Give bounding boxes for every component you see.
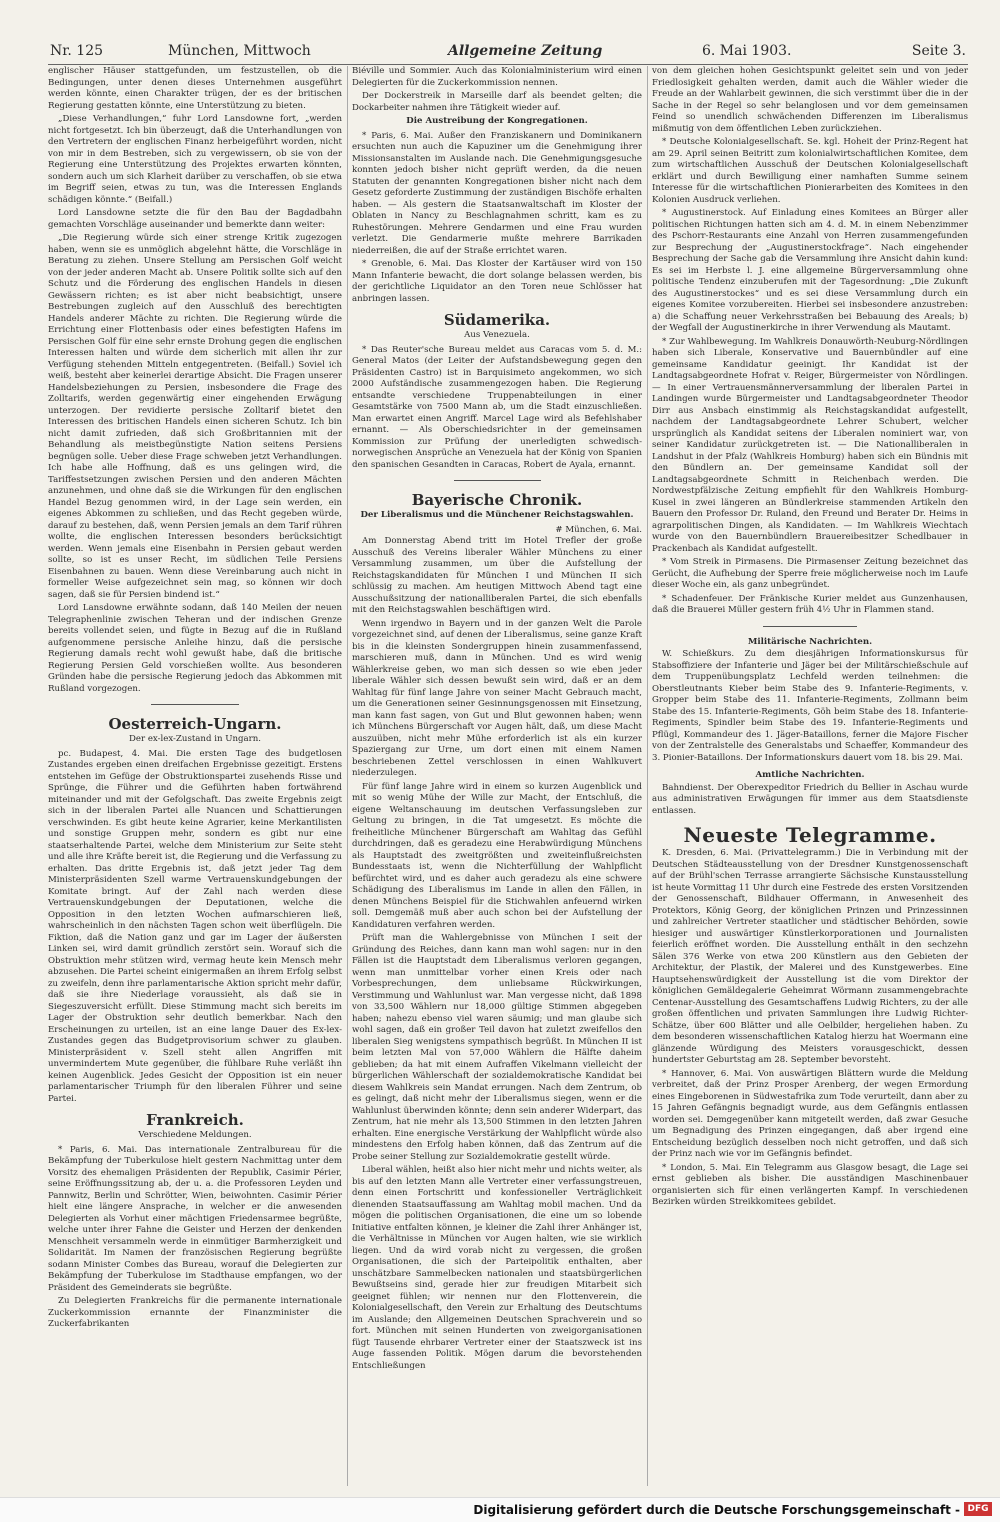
article-paragraph: „Die Regierung würde sich einer strenge Kritik zugezogen haben, wenn sie es unmöglich abgelehnt hätte, die Vorschläge in Beratung zu ziehen. Unsere Stellung am Persischen Golf weicht von der jeder anderen Macht ab. Unsere Politik sollte sich auf den Schutz und die Förderung des englischen Handels in diesen Gewässern richten; es ist aber nicht beabsichtigt, unsere Bestrebungen zugleich auf den Ausschluß des berechtigten Handels anderer Mächte zu richten. Die Regierung würde die Errichtung einer Flottenbasis oder eines befestigten Hafens im Persischen Golf für eine sehr ernste Drohung gegen die englischen Interessen halten und würde dem sicherlich mit allen ihr zur Verfügung stehenden Mitteln entgegentreten. (Beifall.) Soviel ich weiß, besteht aber keinerlei derartige Absicht. Die Fragen unserer Handelsbeziehungen zu Persien, insbesondere die Frage des Zolltarifs, werden gegenwärtig einer eingehenden Erwägung unterzogen. Der revidierte persische Zolltarif bietet den Interessen des britischen Handels einen sicheren Schutz. Ich bin nicht damit zufrieden, daß sich Großbritannien mit der Behandlung als meistbegünstigte Nation seitens Persiens begnügen solle. Ueber diese Frage schweben jetzt Verhandlungen. Ich habe alle Hoffnung, daß es uns gelingen wird, die Tariffestsetzungen zwischen Persien und den anderen Mächten anzunehmen, und ohne daß sie die Wirkungen für den englischen Handel Bezug genommen wird, in der Lage sein werden, ein eigenes Abkommen zu schließen, und das Recht gegeben würde, darauf zu bestehen, daß, wenn Persien jemals an dem Tarif rühren wollte, die englischen Interessen besonders berücksichtigt werden. Wenn jemals eine Eisenbahn in Persien gebaut werden sollte, so ist es unser Recht, im südlichen Teile Persiens Eisenbahnen zu bauen. Wenn diese Vereinbarung auch nicht in formeller Weise aufgezeichnet sein mag, so können wir doch sagen, daß sie für Persien bindend ist.“ (48, 233, 342, 600)
section-heading-france: Frankreich. (146, 1111, 244, 1129)
article-paragraph: Lord Lansdowne setzte die für den Bau der Bagdadbahn gemachten Vorschläge auseinander und bemerkte dann weiter: (48, 208, 342, 230)
article-subheading: Aus Venezuela. (464, 330, 530, 340)
article-paragraph: * Paris, 6. Mai. Außer den Franziskanern und Dominikanern ersuchten nun auch die Kapuziner um die Genehmigung ihrer Missionsanstalten im Auslande nach. Die Genehmigungsgesuche konnten jedoch bisher nicht geprüft werden, da die neuen Statuten der genannten Kongregationen bisher nicht nach dem Gesetz geforderte Zustimmung der zuständigen Bischöfe erhalten haben. — Als gestern die Staatsanwaltschaft im Kloster der Oblaten in Nancy zu Beschlagnahmen schritt, kam es zu Ruhestörungen. Mehrere Gendarmen und eine Frau wurden verletzt. Die Gendarmerie mußte mehrere Barrikaden niederreißen, die auf der Straße errichtet waren. (352, 130, 642, 256)
newspaper-page (48, 40, 968, 1490)
column-1 (48, 66, 342, 1486)
article-paragraph: Bahndienst. Der Oberexpeditor Friedrich du Bellier in Aschau wurde aus administrativen Erwägungen für immer aus dem Staatsdienste entlassen. (652, 782, 968, 816)
section-heading-austria: Oesterreich-Ungarn. (108, 715, 282, 733)
article-paragraph: Liberal wählen, heißt also hier nicht mehr und nichts weiter, als bis auf den letzten Mann alle Vertreter einer verfassungstreuen, denn einen Fortschritt und konfessioneller Verträglichkeit dienenden Staatsauffassung am Wahltag mobil machen. Und da mögen die politischen Organisationen, die eine um so lobende Initiative entfalten können, je kleiner die Zahl ihrer Anhänger ist, die Verhältnisse in München vor Augen halten, wie sie wirklich liegen. Und da wird vorab nicht zu vergessen, die großen Organisationen, die sich der Parteipolitik enthalten, aber unschätzbare Sammelbecken nationalen und staatsbürgerlichen Bewußtseins sind, gerade hier zur freudigen Mitarbeit sich geeignet fühlen; wir nennen nur den Flottenverein, die Kolonialgesellschaft, den Verein zur Erhaltung des Deutschtums im Auslande; den Allgemeinen Deutschen Sprachverein und so fort. München mit seinen Hunderten von zweigorganisationen fügt Tausende ehrbarer Vertreter einer der Staatszweck ist ins Auge fassenden Politik. Mögen darum die bevorstehenden Entschließungen (352, 1165, 642, 1371)
issue-date: 6. Mai 1903. (702, 43, 792, 59)
section-ornament (652, 621, 968, 631)
section-heading-suedamerika: Südamerika. (443, 311, 551, 329)
article-paragraph: von dem gleichen hohen Gesichtspunkt geleitet sein und von jeder Friedlosigkeit gehalten werden, damit auch die Wähler wieder die Freude an der Wahlarbeit gewinnen, die sich verstimmt über die in der Sache in der Regel so sehr belanglosen und vor dem gemeinsamen Feind so unendlich schwächenden Differenzen im Liberalismus mißmutig von dem öffentlichen Leben zurückziehen. (652, 66, 968, 134)
article-paragraph: * Hannover, 6. Mai. Von auswärtigen Blättern wurde die Meldung verbreitet, daß der Prinz Prosper Arenberg, der wegen Ermordung eines Eingeborenen in Südwestafrika zum Tode verurteilt, dann aber zu 15 Jahren Gefängnis begnadigt wurde, aus dem Gefängnis entlassen worden sei. Demgegenüber kann mitgeteilt werden, daß zwar Gesuche um Begnadigung des Prinzen eingegangen, daß aber irgend eine Entscheidung bezüglich desselben noch nicht getroffen, und daß sich der Prinz nach wie vor im Gefängnis befindet. (652, 1068, 968, 1159)
article-paragraph: Prüft man die Wahlergebnisse von München I seit der Gründung des Reiches, dann kann man wohl sagen: nur in den Fällen ist die Hauptstadt dem Liberalismus verloren gegangen, wenn man unmittelbar vorher einen Kreis oder nach Vorbesprechungen, dem unliebsame Rückwirkungen, Verstimmung und Wahlunlust war. Man vergesse nicht, daß 1898 von 33,500 Wählern nur 18,000 gültige Stimmen abgegeben haben; nahezu ebenso viel waren säumig; und man glaube sich wohl sagen, daß ein großer Teil davon hat zuletzt zweifellos den liberalen Sieg wenigstens sympathisch begrüßt. In München II ist beim letzten Mal von 57,000 Wählern die Hälfte daheim geblieben; da hat mit einem Aufraffen Vikelmann vielleicht der bürgerlichen Wählerschaft der sozialdemokratische Kandidat bei diesem Wahlkreis sein Mandat errungen. Nach dem Zentrum, ob es gelingt, daß nicht mehr der Liberalismus siegen, wenn er die Wahlunlust überwinden könnte; denn sein anderer Widerpart, das Zentrum, hat nie mehr als 13,500 Stimmen in den letzten Jahren erhalten. Eine energische Verstärkung der Wahlpflicht würde also mindestens den Erfolg haben können, daß das Zentrum auf die Probe seiner Stellung zur Sozialdemokratie gestellt würde. (352, 933, 642, 1162)
column-2 (352, 66, 642, 1486)
article-subheading: Der ex-lex-Zustand in Ungarn. (129, 734, 261, 744)
dfg-logo-icon: DFG (964, 1502, 992, 1516)
article-paragraph: Lord Lansdowne erwähnte sodann, daß 140 Meilen der neuen Telegraphenlinie zwischen Teheran und der indischen Grenze bereits vollendet seien, und fügte in Bezug auf die in Rußland aufgenommene persische Anleihe hinzu, daß die persische Regierung damals recht wohl gewußt habe, daß die britische Regierung Persien Geld vorschießen wollte. Aus besonderen Gründen habe die persische Regierung jedoch das Abkommen mit Rußland vorgezogen. (48, 603, 342, 694)
city-day: München, Mittwoch (168, 43, 311, 59)
column-divider (647, 66, 648, 1486)
column-3 (652, 66, 968, 1486)
article-paragraph: * London, 5. Mai. Ein Telegramm aus Glasgow besagt, die Lage sei ernst geblieben als bisher. Die ausständigen Maschinenbauer organisierten sich für einen verlängerten Kampf. In verschiedenen Bezirken würden Streikkomitees gebildet. (652, 1162, 968, 1207)
article-subheading: Verschiedene Meldungen. (138, 1130, 252, 1140)
article-paragraph: „Diese Verhandlungen,“ fuhr Lord Lansdowne fort, „werden nicht fortgesetzt. Ich bin überzeugt, daß die Unterhandlungen von den Vertretern der englischen Finanz herbeigeführt worden, nicht von mir in dem Bestreben, sich zu vergewissern, ob sie von der Regierung eine Unterstützung des Projektes erwarten könnten, sondern auch um sich Klarheit darüber zu verschaffen, ob sie etwa im Begriff seien, etwas zu tun, was die Interessen Englands schädigen könnte.“ (Beifall.) (48, 114, 342, 205)
article-paragraph: Der Dockerstreik in Marseille darf als beendet gelten; die Dockarbeiter nahmen ihre Tätigkeit wieder auf. (352, 91, 642, 113)
section-ornament (48, 699, 342, 709)
section-heading-telegramme: Neueste Telegramme. (683, 823, 937, 847)
article-paragraph: K. Dresden, 6. Mai. (Privattelegramm.) Die in Verbindung mit der Deutschen Städteausstellung von der Dresdner Kunstgenossenschaft auf der Brühl'schen Terrasse arrangierte Sächsische Kunstausstellung ist heute Vormittag 11 Uhr durch eine Festrede des ersten Vorsitzenden der Genossenschaft, Bildhauer Offermann, in Anwesenheit des Protektors, König Georg, der königlichen Prinzen und Prinzessinnen und zahlreicher Vertreter staatlicher und städtischer Behörden, sowie hiesiger und auswärtiger Künstlerkorporationen und Journalisten feierlich eröffnet worden. Die Ausstellung enthält in den sechzehn Sälen 376 Werke von etwa 200 Künstlern aus den Gebieten der Architektur, der Plastik, der Malerei und des Kunstgewerbes. Eine Hauptsehenswürdigkeit der Ausstellung ist die vom Direktor der königlichen Gemäldegalerie Geheimrat Wörmann zusammengebrachte Centenar-Ausstellung des Gesamtschaffens Ludwig Richters, zu der alle großen öffentlichen und privaten Sammlungen ihre Ludwig Richter-Schätze, über 600 Blätter und alle Oelbilder, hergeliehen haben. Zu dem besonderen wissenschaftlichen Katalog hierzu hat Woermann eine glänzende Würdigung des Meisters vorausgeschickt, dessen hundertster Geburtstag am 28. September bevorsteht. (652, 848, 968, 1065)
article-paragraph: Zu Delegierten Frankreichs für die permanente internationale Zuckerkommission ernannte der Finanzminister die Zuckerfabrikanten (48, 1296, 342, 1329)
funding-note: Digitalisierung gefördert durch die Deutsche Forschungsgemeinschaft - (473, 1503, 960, 1517)
article-paragraph: * Das Reuter'sche Bureau meldet aus Caracas vom 5. d. M.: General Matos (der Leiter der Aufstandsbewegung gegen den Präsidenten Castro) ist in Barquisimeto angekommen, wo sich 2000 Aufständische zusammengezogen haben. Die Regierung entsandte verschiedene Truppenabteilungen in einer Gesamtstärke von 7500 Mann ab, um die Stadt einzuschließen. Man erwartet einen Angriff. Marcel Lage wird als Befehlshaber ernannt. — Als Oberschiedsrichter in der gemeinsamen Kommission zur Prüfung der unerledigten schwedisch-norwegischen Ansprüche an Venezuela hat der König von Spanien den spanischen Gesandten in Caracas, Robert de Ayala, ernannt. (352, 344, 642, 470)
newspaper-title: Allgemeine Zeitung (448, 43, 603, 59)
article-paragraph: Wenn irgendwo in Bayern und in der ganzen Welt die Parole vorgezeichnet sind, auf denen der Liberalismus, seine ganze Kraft bis in die kleinsten Sondergruppen hinein zusammenfassend, marschieren muß, dann in München. Und es wird wenig Wählerkreise geben, wo man sich dessen so wie eben jeder liberale Wähler sich dessen bewußt sein wird, daß er an dem Wahltag für fünf lange Jahre von seiner Macht Gebrauch macht, um die Generationen seiner Gesinnungsgenossen mit Einsetzung, man kann fast sagen, von Gut und Blut gewonnen haben; wenn ich Münchens Bürgerschaft vor Augen hält, daß, um diese Macht auszuüben, nicht mehr Mühe erforderlich ist als ein kurzer Spaziergang zur Urne, um dort einen mit einem Namen beschriebenen Zettel verschlossen in einen Wahlkuvert niederzulegen. (352, 618, 642, 778)
article-paragraph: Für fünf lange Jahre wird in einem so kurzen Augenblick und mit so wenig Mühe der Wille zur Macht, der Entschluß, die eigene Weltanschauung im deutschen Verfassungsleben zur Geltung zu bringen, in die Tat umgesetzt. Es möchte die freiheitliche Münchener Bürgerschaft am Wahltag das Gefühl durchdringen, daß es geradezu eine Herabwürdigung Münchens als Hauptstadt des zweitgrößten und zweiteinflußreichsten Bundesstaats ist, wenn die Nichterfüllung der Wahlpflicht befürchtet wird, und es daher auch geradezu als eine schwere Schädigung des Liberalismus im Lande in allen den Fällen, in denen Münchens Beispiel für die Stichwahlen anfeuernd wirken soll. Demgemäß muß aber auch schon bei der Aufstellung der Kandidaturen verfahren werden. (352, 781, 642, 930)
article-paragraph: Biéville und Sommier. Auch das Kolonialministerium wird einen Delegierten für die Zuckerkommission nennen. (352, 66, 642, 88)
article-paragraph: pc. Budapest, 4. Mai. Die ersten Tage des budgetlosen Zustandes ergeben einen dreifachen Ergebnisse gezeitigt. Erstens entstehen im Gefüge der Obstruktionspartei zusehends Risse und Sprünge, die Führer und die Geführten haben fortwährend miteinander und mit der Gefolgschaft. Das zweite Ergebnis zeigt sich in der liberalen Partei alle Nuancen und Schattierungen verschwinden. Es gibt heute keine Agrarier, keine Merkantilisten und sonstige Gruppen mehr, sondern es gibt nur eine staatserhaltende Partei, welche dem Ministerium zur Seite steht und alle ihre Kräfte bereit ist, die Regierung und die Verfassung zu erhalten. Das dritte Ergebnis ist, daß jetzt jeder Tag dem Ministerpräsidenten Szell warme Vertrauenskundgebungen der Komitate bringt. Auf der Zahl nach werden diese Vertrauenskundgebungen der Deputationen, welche die Opposition in den letzten Wochen aufmarschieren ließ, wahrscheinlich in den nächsten Tagen schon weit überflügeln. Die Fiktion, daß die Nation ganz und gar im Lager der äußersten Linken sei, wird damit gründlich zerstört sein. Worauf sich die Obstruktion mehr stützen wird, vermag heute kein Mensch mehr abzusehen. Die Partei scheint einigermaßen an ihrem Erfolg selbst zu zweifeln, denn ihre parlamentarische Aktion spricht mehr dafür, daß sie ihre Niederlage voraussieht, als daß sie in Siegeszuversicht erfüllt. Diese Stimmung macht sich bereits im Lager der Obstruktion sehr deutlich bemerkbar. Nach den Erscheinungen zu urteilen, ist an eine lange Dauer des Ex-lex-Zustandes gegen das Budgetprovisorium schwer zu glauben. Ministerpräsident v. Szell steht allen Angriffen mit unvermindertem Mute gegenüber, die fühlbare Ruhe verläßt ihn keinen Augenblick. Jedes Gesicht der Opposition ist ein neuer parlamentarischer Triumph für den liberalen Führer und seine Partei. (48, 748, 342, 1104)
section-ornament (352, 475, 642, 485)
page-number: Seite 3. (911, 43, 966, 59)
section-heading-militaer: Militärische Nachrichten. (747, 636, 873, 647)
article-paragraph: * Grenoble, 6. Mai. Das Kloster der Kartäuser wird von 150 Mann Infanterie bewacht, die dort solange belassen werden, bis der gerichtliche Liquidator an den Toren neue Schlösser hat anbringen lassen. (352, 259, 642, 304)
article-paragraph: englischer Häuser stattgefunden, um festzustellen, ob die Bedingungen, unter denen dieses Unternehmen ausgeführt werden könnte, einen Charakter trügen, der es der britischen Regierung gestatten könnte, eine Unterstützung zu bieten. (48, 66, 342, 111)
article-paragraph: Am Donnerstag Abend tritt im Hotel Trefler der große Ausschuß des Vereins liberaler Wähler Münchens zu einer Versammlung zusammen, um über die Aufstellung der Reichstagskandidaten für München I und München II sich schlüssig zu machen. Am heutigen Mittwoch Abend tagt eine Ausschußsitzung der nationalliberalen Partei, die sich ebenfalls mit den Reichstagswahlen beschäftigen wird. (352, 536, 642, 615)
article-paragraph: * Augustinerstock. Auf Einladung eines Komitees an Bürger aller politischen Richtungen hatten sich am 4. d. M. in einem Nebenzimmer des Pschorr-Restaurants eine Anzahl von Herren zusammengefunden zur Besprechung der „Augustinerstockfrage“. Nach eingehender Besprechung der Sache gab die Versammlung ihre Ansicht dahin kund: Es sei im Herbste l. J. eine allgemeine Bürgerversammlung ohne politische Tendenz einzuberufen mit der Tagesordnung: „Die Zukunft des Augustinerstockes“ und es sei diese Versammlung durch ein eigenes Komitee vorzubereiten. Hierbei sei insbesondere anzustreben: a) die Schaffung neuer Verkehrsstraßen bei Bebauung des Areals; b) der Wegfall der Augustinerkirche in ihrer Verwendung als Mautamt. (652, 208, 968, 333)
article-paragraph: * Vom Streik in Pirmasens. Die Pirmasenser Zeitung bezeichnet das Gerücht, die Aufhebung der Sperre freie möglicherweise noch im Laufe dieser Woche ein, als ganz unbegründet. (652, 557, 968, 590)
column-divider (347, 66, 348, 1486)
digitization-footer (0, 1497, 1000, 1522)
article-subheading: Der Liberalismus und die Münchener Reichstagswahlen. (360, 510, 634, 520)
article-paragraph: W. Schießkurs. Zu dem diesjährigen Informationskursus für Stabsoffiziere der Infanterie und Jäger bei der Militärschießschule auf dem Truppenübungsplatz Lechfeld werden teilnehmen: die Oberstleutnants Kieber beim Stabe des 9. Infanterie-Regiments, v. Gropper beim Stabe des 11. Infanterie-Regiments, Zollmann beim Stabe des 15. Infanterie-Regiments, Göh beim Stabe des 18. Infanterie-Regiments, Spindler beim Stabe des 19. Infanterie-Regiments und Pflügl, Kommandeur des 1. Jäger-Bataillons, ferner die Majore Fischer von der Zentralstelle des Generalstabs und Schaeffer, Kommandeur des 3. Pionier-Bataillons. Der Informationskurs dauert vom 18. bis 29. Mai. (652, 649, 968, 763)
article-paragraph: * Deutsche Kolonialgesellschaft. Se. kgl. Hoheit der Prinz-Regent hat am 29. April seinen Beitritt zum kolonialwirtschaftlichen Komitee, dem zum wirtschaftlichen Ausschuß der Deutschen Kolonialgesellschaft erklärt und durch Bewilligung einer namhaften Summe seinem Interesse für die wirtschaftlichen Pionierarbeiten des Komitees in den Kolonien Ausdruck verliehen. (652, 137, 968, 205)
issue-number: Nr. 125 (50, 43, 104, 59)
page-header (48, 40, 968, 65)
section-heading-bayerische-chronik: Bayerische Chronik. (411, 491, 583, 509)
dateline: # München, 6. Mai. (555, 524, 642, 535)
article-paragraph: * Schadenfeuer. Der Fränkische Kurier meldet aus Gunzenhausen, daß die Brauerei Müller gestern früh 4½ Uhr in Flammen stand. (652, 593, 968, 615)
article-subheading: Die Austreibung der Kongregationen. (406, 116, 588, 126)
article-paragraph: * Paris, 6. Mai. Das internationale Zentralbureau für die Bekämpfung der Tuberkulose hielt gestern Nachmittag unter dem Vorsitz des ehemaligen Präsidenten der Republik, Casimir Périer, seine Eröffnungssitzung ab, der u. a. die Professoren Leyden und Pannwitz, Berlin und Schrötter, Wien, beiwohnten. Casimir Périer hielt eine längere Ansprache, in welcher er die anwesenden Delegierten als Vorhut einer mächtigen Friedensarmee begrüßte, welche unter ihrer Fahne die Geister und Herzen der denkenden Menschheit versammeln werde in einmütiger Barmherzigkeit und Solidarität. Im Namen der französischen Regierung begrüßte sodann Minister Combes das Bureau, worauf die Delegierten zur Bekämpfung der Tuberkulose im Stadthause empfangen, wo der Präsident des Gemeinderats sie begrüßte. (48, 1144, 342, 1293)
article-paragraph: * Zur Wahlbewegung. Im Wahlkreis Donauwörth-Neuburg-Nördlingen haben sich Liberale, Konservative und Bauernbündler auf eine gemeinsame Kandidatur geeinigt. Ihr Kandidat ist der Landtagsabgeordnete Hofrat v. Reiger, Bürgermeister von Nördlingen. — In einer Vertrauensmännerversammlung der liberalen Partei in Landingen wurde Bürgermeister und Landtagsabgeordneter Theodor Dirr aus Ansbach einstimmig als Reichstagskandidat aufgestellt, nachdem der Landtagsabgeordnete Lehrer Schubert, welcher ursprünglich als Kandidat seitens der Liberalen nominiert war, von seiner Kandidatur zurückgetreten ist. — Die Nationalliberalen in Landshut in der Pfalz (Wahlkreis Homburg) haben sich ein Bündnis mit den Bündlern an. Der gemeinsame Kandidat soll der Landtagsabgeordnete Schmitt in Reichenbach werden. Die Nordwestpfälzische Zeitung empfiehlt für den Wahlkreis Homburg-Kusel in zwei längeren an Bündlerkreise stammenden Artikeln den Bauern den Professor Dr. Ruland, den Freund und Berater Dr. Heims in agrarpolitischen Dingen, als Kandidaten. — Im Wahlkreis Wiechtach wurde von den Bauernbündlern Brauereibesitzer Schedlbauer in Prackenbach als Kandidat aufgestellt. (652, 336, 968, 554)
section-heading-amtlich: Amtliche Nachrichten. (755, 770, 865, 780)
